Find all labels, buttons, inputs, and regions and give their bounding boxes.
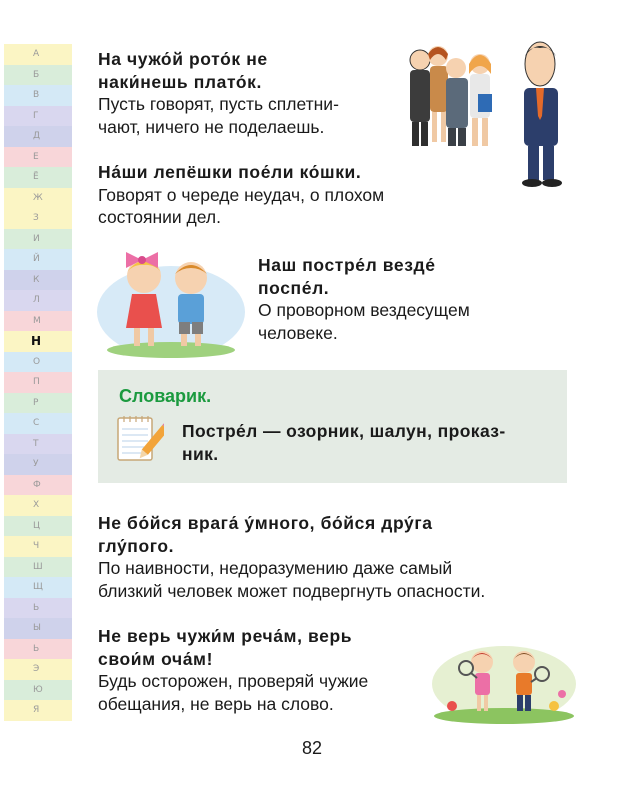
proverb-line: свои́м оча́м! [98,648,214,669]
alphabet-letter: Д [0,126,72,147]
alphabet-letter: У [0,454,72,475]
proverb-meaning [98,184,458,229]
alphabet-letter: П [0,372,72,393]
proverb-entry [98,161,458,229]
alphabet-letter: Ш [0,557,72,578]
alphabet-letter: Н [0,331,72,352]
magnifier-children-illustration [432,632,577,724]
proverb-text [98,161,458,184]
alphabet-letter: С [0,413,72,434]
alphabet-letter: Б [0,65,72,86]
alphabet-letter: Я [0,700,72,721]
definition-line: Постре́л — озорник, шалун, проказ- [182,421,506,441]
meaning-line: обещания, не верь на слово. [98,693,334,714]
meaning-line: О проворном вездесущем [258,300,470,320]
proverb-line: Не бо́йся врага́ у́много, бо́йся дру́га [98,513,433,533]
proverb-entry [98,512,568,602]
meaning-line: чают, ничего не поделаешь. [98,116,325,137]
alphabet-letter: Й [0,249,72,270]
alphabet-letter: Р [0,393,72,414]
proverb-meaning [98,93,398,138]
alphabet-letter: Е [0,147,72,168]
proverb-line: Не верь чужи́м реча́м, верь [98,626,353,646]
proverb-meaning [98,670,428,715]
meaning-line: Будь осторожен, проверяй чужие [98,671,369,691]
alphabet-letter: Ь [0,639,72,660]
alphabet-letter: Ё [0,167,72,188]
alphabet-letter: И [0,229,72,250]
alphabet-letter: Т [0,434,72,455]
proverb-entry [98,625,428,715]
meaning-line: По наивности, недоразумению даже самый [98,558,453,578]
alphabet-letter: О [0,352,72,373]
proverb-entry [258,254,558,344]
alphabet-letter: А [0,44,72,65]
alphabet-index [0,44,72,721]
vocabulary-title: Словарик. [119,386,212,406]
vocabulary-box [98,370,567,483]
vocabulary-definition [182,420,552,466]
alphabet-letter: Г [0,106,72,127]
alphabet-letter: Э [0,659,72,680]
alphabet-letter: Ф [0,475,72,496]
definition-line: ник. [182,444,219,464]
alphabet-letter: К [0,270,72,291]
proverb-line: На́ши лепёшки пое́ли ко́шки. [98,162,362,182]
proverb-line: поспе́л. [258,277,330,298]
alphabet-letter: З [0,208,72,229]
proverb-text [98,512,568,557]
meaning-line: Говорят о череде неудач, о плохом [98,184,385,205]
proverb-text [258,254,558,299]
meaning-line: человеке. [258,322,338,343]
meaning-line: состоянии дел. [98,207,221,227]
alphabet-letter: Ч [0,536,72,557]
alphabet-letter: Ь [0,598,72,619]
proverb-entry [98,48,398,138]
children-illustration [96,232,246,360]
alphabet-letter: М [0,311,72,332]
proverb-text [98,48,398,93]
proverb-line: глу́пого. [98,535,175,556]
alphabet-letter: Щ [0,577,72,598]
proverb-text [98,625,428,670]
meaning-line: Пусть говорят, пусть сплетни- [98,94,339,114]
alphabet-letter: В [0,85,72,106]
page-number: 82 [301,738,323,758]
alphabet-letter: Ы [0,618,72,639]
alphabet-letter: Ж [0,188,72,209]
meaning-line: близкий человек может подвергнуть опасности. [98,580,486,601]
proverb-line: Наш постре́л везде́ [258,255,436,275]
proverb-line: наки́нешь плато́к. [98,71,262,92]
notepad-pencil-icon [116,412,164,466]
proverb-line: На чужо́й рото́к не [98,49,268,69]
alphabet-letter: Х [0,495,72,516]
alphabet-letter: Ю [0,680,72,701]
alphabet-letter: Л [0,290,72,311]
proverb-meaning [258,299,558,344]
proverb-meaning [98,557,568,602]
alphabet-letter: Ц [0,516,72,537]
